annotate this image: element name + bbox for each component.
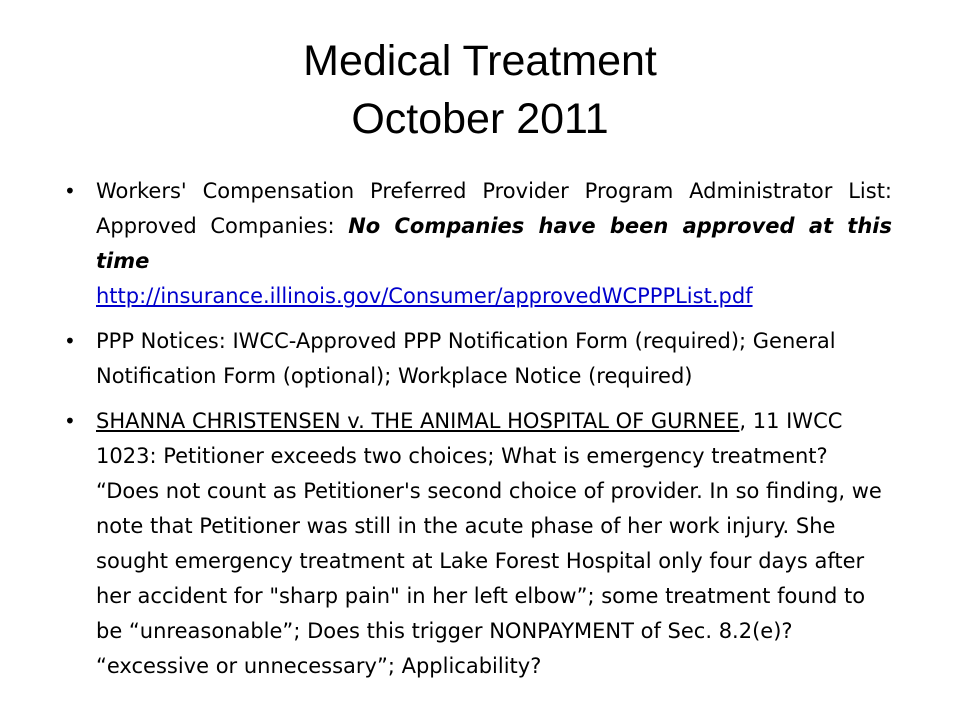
- slide-title: [48, 32, 912, 148]
- title-line-2: October 2011: [351, 95, 609, 143]
- approved-list-link[interactable]: http://insurance.illinois.gov/Consumer/approvedWCPPPList.pdf: [96, 284, 753, 308]
- bullet-icon: •: [64, 179, 76, 203]
- bullet-item-christensen-case: [66, 404, 892, 684]
- bullet-1-text: Workers' Compensation Preferred Provider Program Administrator List: Approved Companies:: [96, 179, 892, 238]
- bullet-icon: •: [64, 409, 76, 433]
- bullet-list: [66, 174, 892, 694]
- bullet-1-emphasis: No Companies have been approved at this time: [96, 214, 892, 273]
- bullet-3-text: , 11 IWCC 1023: Petitioner exceeds two choices; What is emergency treatment? “Does not count as Petitioner's second choice of provider. In so finding, we note that Petitioner was still in the acute phase of her work injury. She sought emergency treatment at Lake Forest Hospital only four days after her accident for "sharp pain" in her left elbow”; some treatment found to be “unreasonable”; Does this trigger NONPAYMENT of Sec. 8.2(e)? “excessive or unnecessary”; Applicability?: [96, 409, 882, 678]
- bullet-item-ppp-notices: [66, 324, 892, 394]
- bullet-2-text: PPP Notices: IWCC-Approved PPP Notification Form (required); General Notification Form (optional); Workplace Notice (required): [96, 329, 836, 388]
- title-line-1: Medical Treatment: [303, 37, 657, 85]
- bullet-item-ppp-list: [66, 174, 892, 314]
- case-name: SHANNA CHRISTENSEN v. THE ANIMAL HOSPITAL OF GURNEE: [96, 409, 740, 433]
- bullet-icon: •: [64, 329, 76, 353]
